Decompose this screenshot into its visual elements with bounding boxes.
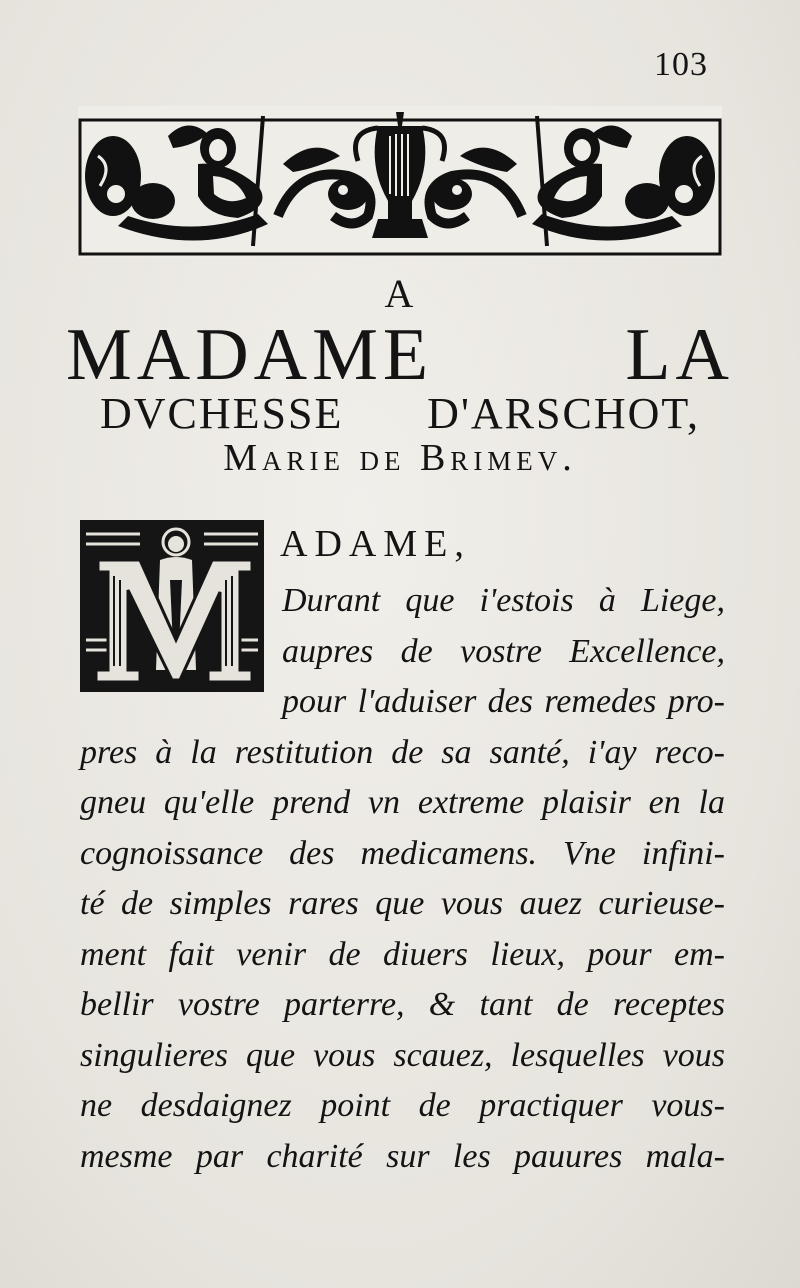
salutation: ADAME, [280,523,471,565]
text-line: mesme par charité sur les pauures mala- [80,1137,725,1175]
heading-duchesse: DVCHESSE D'ARSCHOT, [100,389,700,438]
heading-madame-la: MADAME LA [66,314,734,396]
text-line: ne desdaignez point de practiquer vous- [80,1087,725,1124]
text-line: cognoissance des medicamens. Vne infini- [80,834,725,872]
text-line: aupres de vostre Excellence, [282,632,725,670]
heading-a: A [384,271,416,316]
heading-marie-de-brimev: Marie de Brimev. [223,437,577,479]
text-line: pres à la restitution de sa santé, i'ay reco- [80,733,725,771]
text-line: bellir vostre parterre, & tant de receptes [80,986,725,1023]
text-line: pour l'aduiser des remedes pro- [282,683,725,720]
text-line: gneu qu'elle prend vn extreme plaisir en la [80,784,725,821]
headpiece-ornament-icon [78,106,722,258]
text-line: singulieres que vous scauez, lesquelles vous [80,1036,725,1074]
body-text [80,576,725,1182]
text-line: ment fait venir de diuers lieux, pour em- [80,935,725,973]
page-number: 103 [654,46,708,83]
text-line: té de simples rares que vous auez curieuse- [80,885,725,922]
text-line: Durant que i'estois à Liege, [282,582,725,619]
